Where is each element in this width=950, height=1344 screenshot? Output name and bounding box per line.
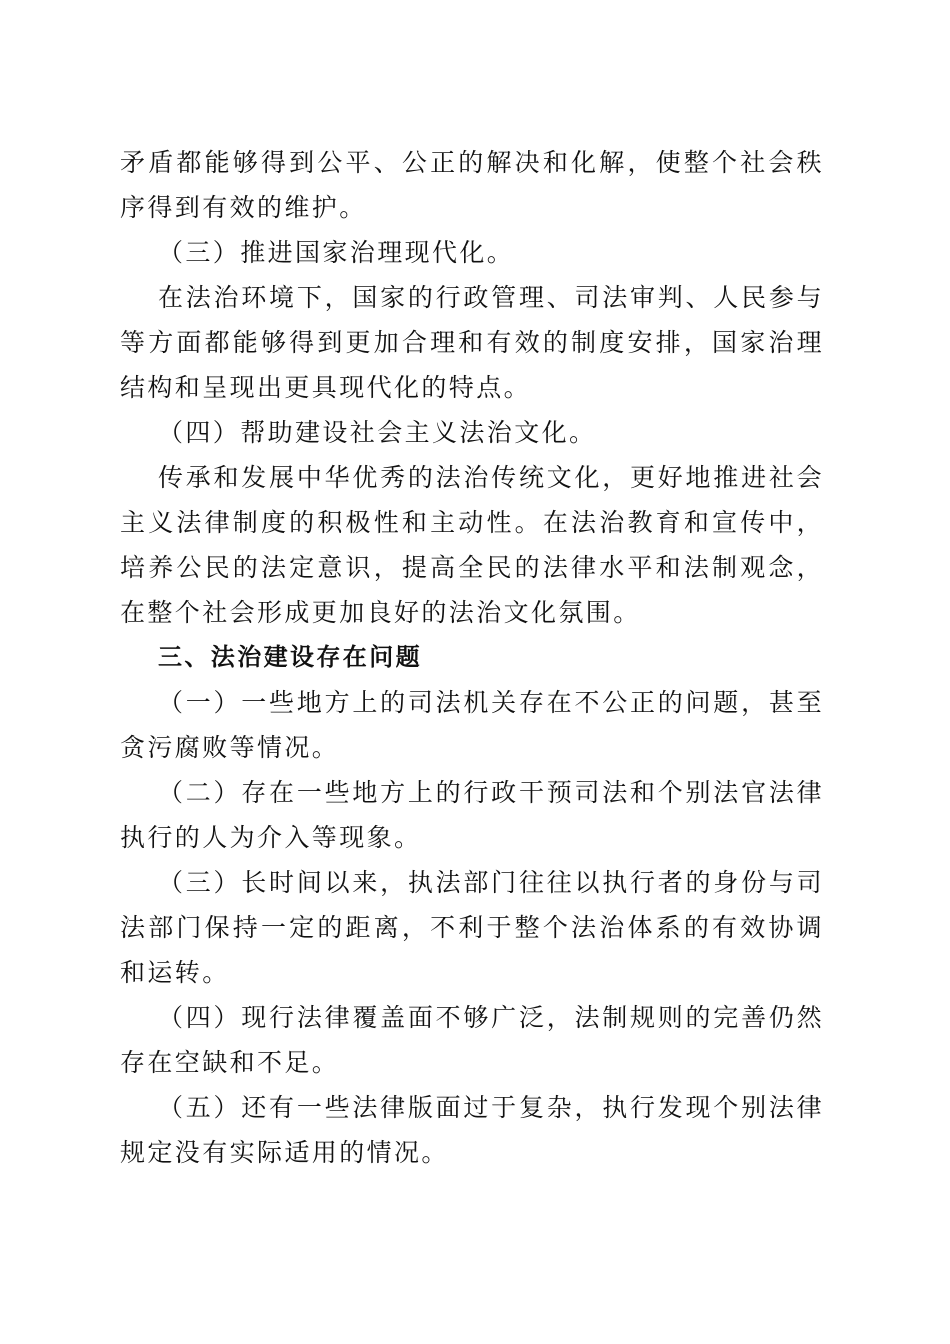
subheading-3: （三）推进国家治理现代化。 bbox=[158, 238, 515, 267]
paragraph-continued: 矛盾都能够得到公平、公正的解决和化解，使整个社会秩序得到有效的维护。 bbox=[120, 148, 824, 222]
problem-item-5: （五）还有一些法律版面过于复杂，执行发现个别法律规定没有实际适用的情况。 bbox=[120, 1093, 824, 1167]
document-body bbox=[120, 140, 824, 1175]
problem-item-2: （二）存在一些地方上的行政干预司法和个别法官法律执行的人为介入等现象。 bbox=[120, 778, 824, 852]
subheading-4: （四）帮助建设社会主义法治文化。 bbox=[158, 418, 597, 447]
problem-item-1: （一）一些地方上的司法机关存在不公正的问题，甚至贪污腐败等情况。 bbox=[120, 688, 824, 762]
problem-item-4: （四）现行法律覆盖面不够广泛，法制规则的完善仍然存在空缺和不足。 bbox=[120, 1003, 824, 1077]
paragraph-culture: 传承和发展中华优秀的法治传统文化，更好地推进社会主义法律制度的积极性和主动性。在法治教育和宣传中，培养公民的法定意识，提高全民的法律水平和法制观念，在整个社会形成更加良好的法治文化氛围。 bbox=[120, 463, 824, 627]
paragraph-governance: 在法治环境下，国家的行政管理、司法审判、人民参与等方面都能够得到更加合理和有效的制度安排，国家治理结构和呈现出更具现代化的特点。 bbox=[120, 283, 824, 402]
section-heading-problems: 三、法治建设存在问题 bbox=[158, 643, 422, 671]
problem-item-3: （三）长时间以来，执法部门往往以执行者的身份与司法部门保持一定的距离，不利于整个法治体系的有效协调和运转。 bbox=[120, 868, 824, 987]
